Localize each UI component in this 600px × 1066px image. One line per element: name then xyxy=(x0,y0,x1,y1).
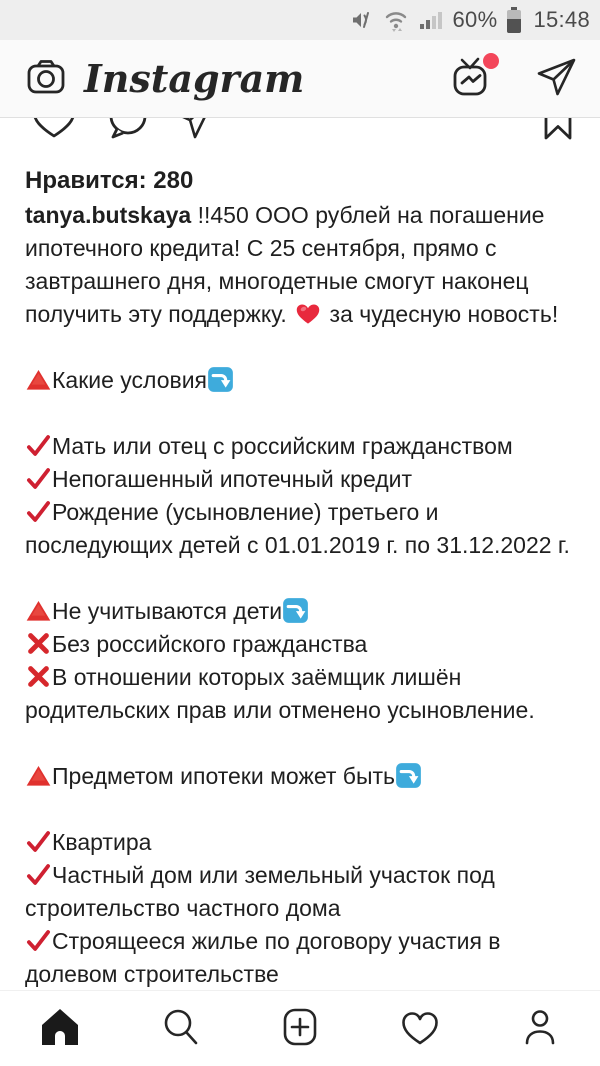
heart-icon xyxy=(397,1004,443,1053)
camera-button[interactable] xyxy=(24,55,68,102)
igtv-icon xyxy=(448,87,492,102)
red-cross-emoji xyxy=(25,663,52,690)
notification-dot xyxy=(483,53,499,69)
post-caption xyxy=(25,199,575,991)
bookmark-icon xyxy=(534,130,582,145)
caption-line: В отношении которых заёмщик лишён родительских прав или отменено усыновление. xyxy=(25,664,535,723)
bookmark-button[interactable] xyxy=(534,118,582,145)
caption-line: Какие условия xyxy=(25,364,575,397)
nav-profile-button[interactable] xyxy=(480,1004,600,1053)
direct-message-button[interactable] xyxy=(534,55,578,102)
instagram-logo: Instagram xyxy=(84,56,305,101)
search-icon xyxy=(157,1004,203,1053)
caption-line: Непогашенный ипотечный кредит xyxy=(25,463,575,496)
red-triangle-emoji xyxy=(25,366,52,393)
caption-line: Без российского гражданства xyxy=(25,628,575,661)
red-check-emoji xyxy=(25,927,52,954)
caption-block xyxy=(25,430,575,562)
caption-line: Частный дом или земельный участок под строительство частного дома xyxy=(25,862,495,921)
clock-label: 15:48 xyxy=(533,7,590,32)
caption-block xyxy=(25,826,575,991)
share-button[interactable] xyxy=(170,118,218,145)
caption-line: Предметом ипотеки может быть xyxy=(25,760,575,793)
blue-arrow-emoji xyxy=(207,366,234,393)
red-check-emoji xyxy=(25,498,52,525)
camera-icon xyxy=(24,87,68,102)
likes-count[interactable]: Нравится: 280 xyxy=(25,167,194,194)
battery-percent-label: 60% xyxy=(452,7,498,32)
red-triangle-emoji xyxy=(25,762,52,789)
status-bar xyxy=(0,0,600,40)
caption-block xyxy=(25,595,575,727)
caption-line: Рождение (усыновление) третьего и последующих детей с 01.01.2019 г. по 31.12.2022 г. xyxy=(25,499,570,558)
caption-line: Строящееся жилье по договору участия в долевом строительстве xyxy=(25,928,501,987)
caption-line: Не учитываются дети xyxy=(25,595,575,628)
nav-activity-button[interactable] xyxy=(360,1004,480,1053)
direct-message-icon xyxy=(534,87,578,102)
red-check-emoji xyxy=(25,432,52,459)
signal-icon xyxy=(418,8,444,32)
battery-icon xyxy=(506,6,522,34)
app-header xyxy=(0,40,600,118)
red-check-emoji xyxy=(25,861,52,888)
nav-search-button[interactable] xyxy=(120,1004,240,1053)
blue-arrow-emoji xyxy=(395,762,422,789)
igtv-button[interactable] xyxy=(448,55,492,102)
like-button[interactable] xyxy=(30,118,78,145)
caption-username[interactable]: tanya.butskaya xyxy=(25,202,192,228)
comment-button[interactable] xyxy=(104,118,152,145)
mute-vibrate-icon xyxy=(350,8,374,32)
nav-home-button[interactable] xyxy=(0,1004,120,1053)
caption-line: Квартира xyxy=(25,826,575,859)
red-check-emoji xyxy=(25,465,52,492)
home-icon xyxy=(37,1004,83,1053)
red-cross-emoji xyxy=(25,630,52,657)
blue-arrow-emoji xyxy=(282,597,309,624)
plus-square-icon xyxy=(277,1004,323,1053)
share-icon xyxy=(170,130,218,145)
caption-block xyxy=(25,199,575,331)
profile-icon xyxy=(517,1004,563,1053)
bottom-nav xyxy=(0,990,600,1066)
comment-icon xyxy=(104,130,152,145)
red-check-emoji xyxy=(25,828,52,855)
caption-block xyxy=(25,364,575,397)
like-icon xyxy=(30,130,78,145)
nav-new-post-button[interactable] xyxy=(240,1004,360,1053)
red-triangle-emoji xyxy=(25,597,52,624)
red-heart-emoji xyxy=(293,300,323,327)
caption-block xyxy=(25,760,575,793)
caption-line: tanya.butskaya !!450 ООО рублей на погашение ипотечного кредита! С 25 сентября, прямо с завтрашнего дня, многодетные смогут наконец получить эту поддержку. за чудесную новость! xyxy=(25,202,559,327)
caption-line: Мать или отец с российским гражданством xyxy=(25,430,575,463)
post-action-row xyxy=(0,118,600,152)
wifi-icon xyxy=(383,7,409,33)
